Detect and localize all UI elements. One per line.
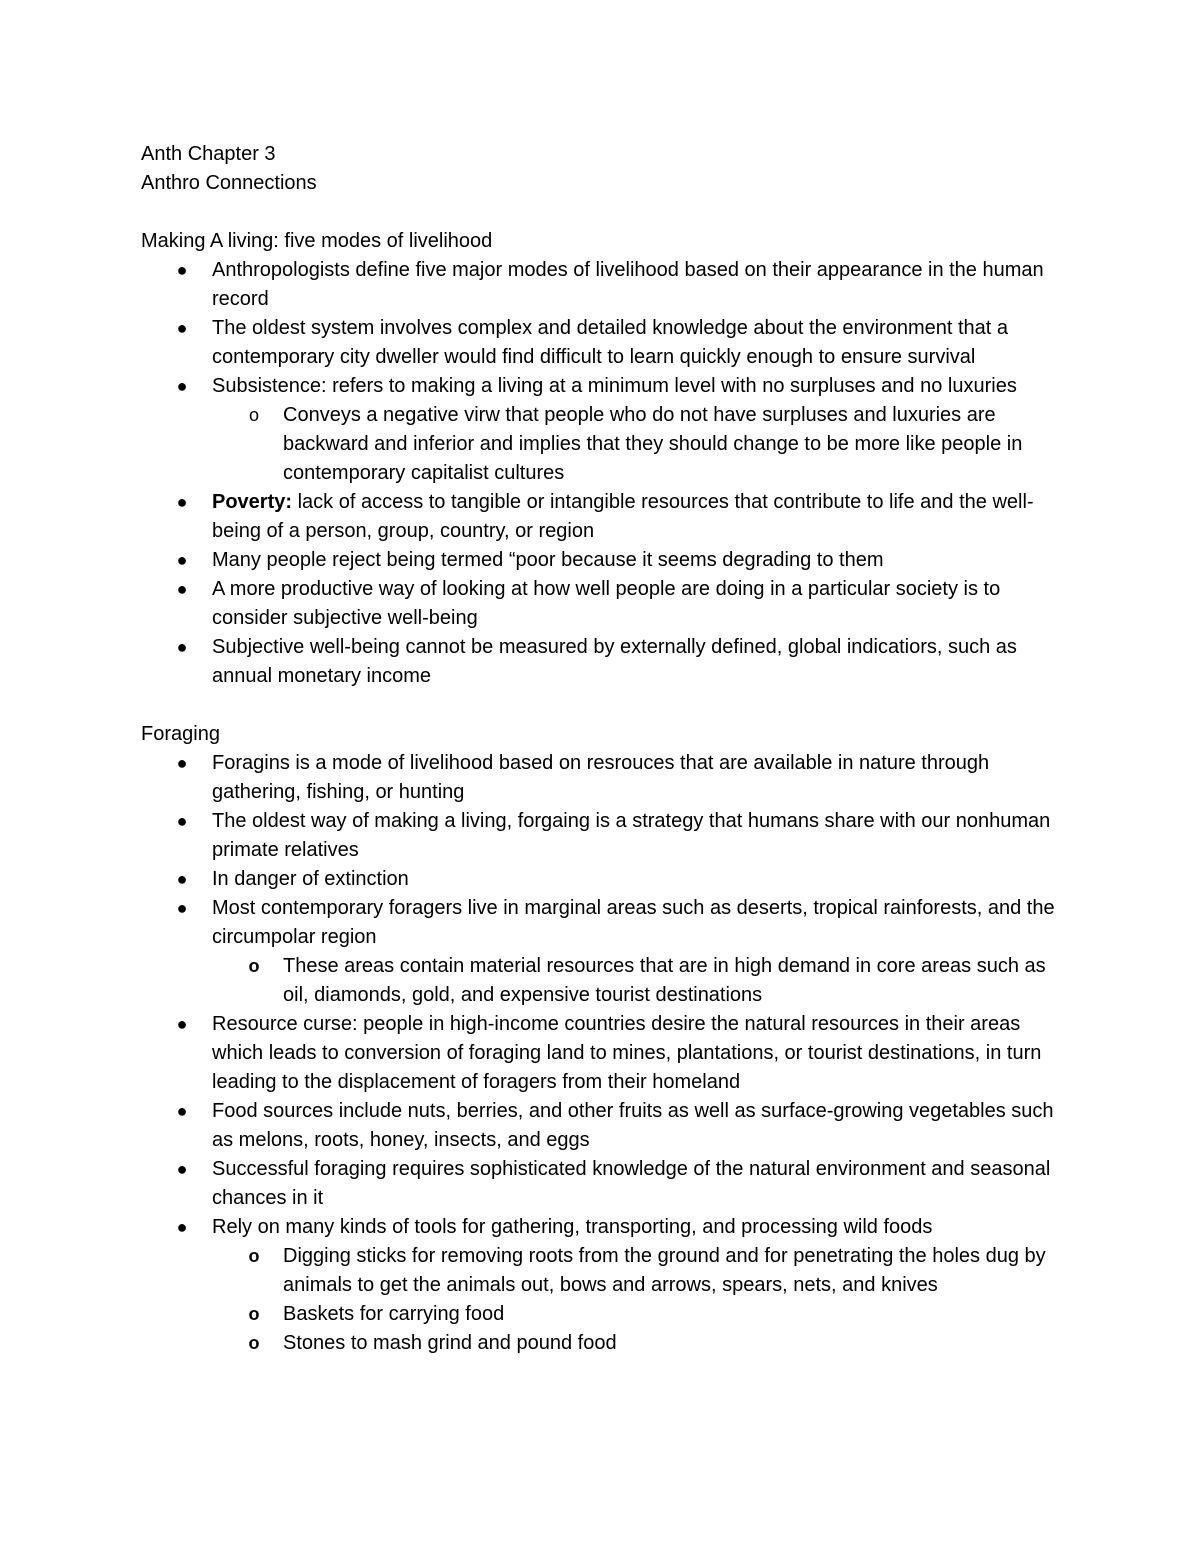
list-item — [176, 488, 1076, 546]
list-item — [176, 865, 1076, 894]
list-item — [176, 1097, 1076, 1155]
bullet-icon: ● — [176, 260, 188, 280]
circle-bullet-icon: o — [248, 1304, 260, 1324]
sub-list-item-text: Conveys a negative virw that people who do not have surpluses and luxuries are backward and inferior and implies that they should change to be more like people in contemporary capitalist cultures — [283, 404, 1023, 484]
sections-container — [141, 227, 1076, 1358]
bullet-icon: ● — [176, 1014, 188, 1034]
sub-list-item — [248, 401, 1076, 488]
bullet-icon: ● — [176, 1159, 188, 1179]
bullet-icon: ● — [176, 376, 188, 396]
list-item-text: lack of access to tangible or intangible resources that contribute to life and the well-being of a person, group, country, or region — [212, 491, 1034, 542]
list-item — [176, 372, 1076, 488]
list-item-text: Many people reject being termed “poor because it seems degrading to them — [212, 549, 884, 571]
list-item-text: Subsistence: refers to making a living at a minimum level with no surpluses and no luxuries — [212, 375, 1017, 397]
list-item-text: The oldest system involves complex and detailed knowledge about the environment that a contemporary city dweller would find difficult to learn quickly enough to ensure survival — [212, 317, 1009, 368]
bullet-icon: ● — [176, 811, 188, 831]
circle-bullet-icon: o — [248, 1246, 260, 1266]
list-item-text: In danger of extinction — [212, 868, 409, 890]
list-item-text: Food sources include nuts, berries, and other fruits as well as surface-growing vegetables such as melons, roots, honey, insects, and eggs — [212, 1100, 1054, 1151]
list-item — [176, 1213, 1076, 1358]
sub-bullet-list — [212, 401, 1076, 488]
list-item — [176, 807, 1076, 865]
list-item — [176, 1155, 1076, 1213]
list-item-text: Anthropologists define five major modes of livelihood based on their appearance in the human record — [212, 259, 1044, 310]
list-item — [176, 749, 1076, 807]
list-item — [176, 633, 1076, 691]
bullet-icon: ● — [176, 492, 188, 512]
sub-list-item-text: Stones to mash grind and pound food — [283, 1332, 617, 1354]
sub-list-item-text: These areas contain material resources that are in high demand in core areas such as oil, diamonds, gold, and expensive tourist destinations — [283, 955, 1046, 1006]
list-item — [176, 575, 1076, 633]
bullet-icon: ● — [176, 898, 188, 918]
circle-bullet-icon: o — [248, 956, 260, 976]
bullet-icon: ● — [176, 318, 188, 338]
sub-list-item-text: Baskets for carrying food — [283, 1303, 505, 1325]
sub-list-item — [248, 1242, 1076, 1300]
section-heading: Foraging — [141, 723, 220, 745]
section-heading: Making A living: five modes of livelihood — [141, 230, 493, 252]
list-item-text: Rely on many kinds of tools for gathering, transporting, and processing wild foods — [212, 1216, 933, 1238]
sub-list-item — [248, 1300, 1076, 1329]
sub-list-item-text: Digging sticks for removing roots from the ground and for penetrating the holes dug by animals to get the animals out, bows and arrows, spears, nets, and knives — [283, 1245, 1046, 1296]
document-title: Anth Chapter 3 — [141, 143, 276, 165]
bullet-list — [141, 256, 1076, 691]
list-item-text: Foragins is a mode of livelihood based on resrouces that are available in nature through gathering, fishing, or hunting — [212, 752, 990, 803]
spacer — [141, 691, 1076, 720]
bullet-icon: ● — [176, 579, 188, 599]
sub-bullet-list — [212, 952, 1076, 1010]
document-body — [141, 140, 1076, 1358]
bullet-icon: ● — [176, 637, 188, 657]
list-item-text: Successful foraging requires sophisticated knowledge of the natural environment and seasonal chances in it — [212, 1158, 1051, 1209]
bullet-icon: ● — [176, 1217, 188, 1237]
sub-list-item — [248, 952, 1076, 1010]
sub-list-item — [248, 1329, 1076, 1358]
bullet-icon: ● — [176, 550, 188, 570]
sub-bullet-list — [212, 1242, 1076, 1358]
list-item — [176, 314, 1076, 372]
list-item — [176, 1010, 1076, 1097]
document-subtitle: Anthro Connections — [141, 172, 317, 194]
circle-bullet-icon: o — [248, 1333, 260, 1353]
circle-bullet-icon: o — [248, 405, 259, 425]
list-item-text: Resource curse: people in high-income countries desire the natural resources in their areas which leads to conversion of foraging land to mines, plantations, or tourist destinations, in turn leading to the displacement of foragers from their homeland — [212, 1013, 1042, 1093]
list-item-text: A more productive way of looking at how well people are doing in a particular society is to consider subjective well-being — [212, 578, 1001, 629]
spacer — [141, 198, 1076, 227]
list-item-text: Subjective well-being cannot be measured by externally defined, global indicatiors, such as annual monetary income — [212, 636, 1017, 687]
list-item — [176, 894, 1076, 1010]
term: Poverty: — [212, 491, 293, 513]
bullet-list — [141, 749, 1076, 1358]
bullet-icon: ● — [176, 753, 188, 773]
list-item — [176, 546, 1076, 575]
list-item-text: Most contemporary foragers live in marginal areas such as deserts, tropical rainforests, and the circumpolar region — [212, 897, 1055, 948]
list-item — [176, 256, 1076, 314]
list-item-text: The oldest way of making a living, forgaing is a strategy that humans share with our nonhuman primate relatives — [212, 810, 1051, 861]
bullet-icon: ● — [176, 869, 188, 889]
bullet-icon: ● — [176, 1101, 188, 1121]
